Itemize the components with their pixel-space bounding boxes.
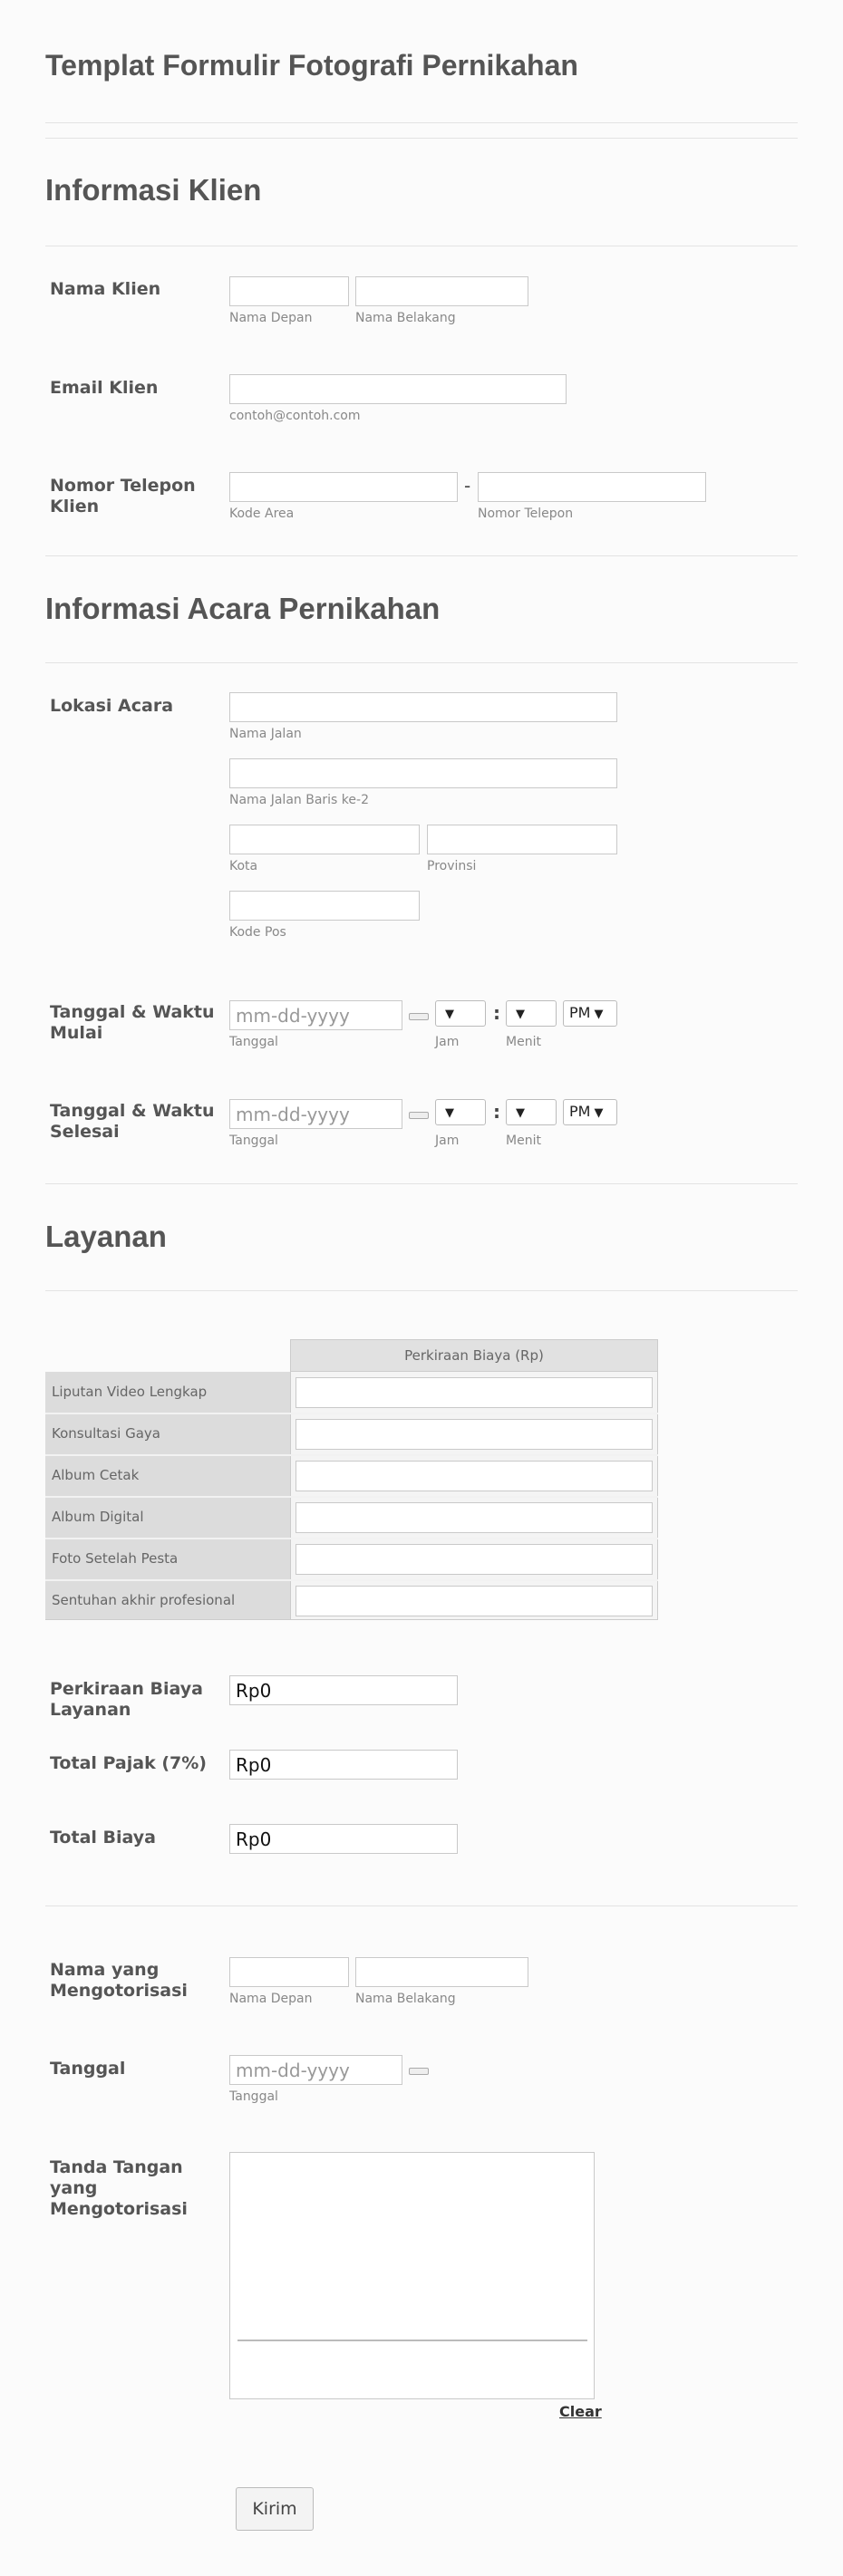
service-row-label: Sentuhan akhir profesional [52,1592,236,1608]
authorizer-first-name-sublabel: Nama Depan [229,1992,313,2006]
phone-area-code-input[interactable] [229,472,458,502]
row-separator [45,1579,658,1581]
client-name-label: Nama Klien [50,279,161,299]
service-row-label: Album Digital [52,1509,144,1525]
start-minute-select[interactable] [506,1000,557,1027]
street-address-sublabel: Nama Jalan [229,727,302,741]
province-sublabel: Provinsi [427,859,477,873]
client-email-input[interactable] [229,374,567,404]
chevron-down-icon: ▼ [516,1106,525,1120]
submit-button[interactable]: Kirim [236,2487,314,2531]
phone-number-sublabel: Nomor Telepon [478,507,574,521]
section-heading-services: Layanan [45,1220,167,1253]
row-separator [45,1454,658,1456]
service-row-label: Konsultasi Gaya [52,1425,160,1442]
street-address-line2-sublabel: Nama Jalan Baris ke-2 [229,793,369,807]
service-cost-input-after-party[interactable] [296,1544,653,1575]
service-cost-input-retouch[interactable] [296,1586,653,1616]
street-address-line2-input[interactable] [229,758,617,788]
phone-separator: - [464,475,471,497]
signature-label-line2: yang [50,2178,98,2198]
form-title: Templat Formulir Fotografi Pernikahan [45,49,578,82]
divider [45,138,798,139]
start-hour-sublabel: Jam [435,1035,460,1049]
authorizer-first-name-input[interactable] [229,1957,349,1987]
row-separator [45,1496,658,1498]
chevron-down-icon: ▼ [445,1106,454,1120]
phone-area-code-sublabel: Kode Area [229,507,295,521]
row-separator [45,1413,658,1414]
end-time-colon: : [493,1101,500,1123]
postal-code-input[interactable] [229,891,420,921]
divider [45,662,798,663]
service-row-label: Album Cetak [52,1467,140,1483]
end-ampm-select[interactable] [563,1099,617,1125]
tax-total-label: Total Pajak (7%) [50,1753,207,1773]
phone-number-input[interactable] [478,472,706,502]
estimated-cost-label-line2: Layanan [50,1700,131,1720]
start-calendar-icon[interactable] [409,1013,429,1020]
total-cost-label: Total Biaya [50,1828,156,1848]
province-input[interactable] [427,825,617,854]
end-date-input[interactable]: mm-dd-yyyy [229,1099,402,1129]
tax-total-field[interactable]: Rp0 [229,1750,458,1780]
end-hour-sublabel: Jam [435,1134,460,1148]
start-ampm-select[interactable] [563,1000,617,1027]
client-last-name-input[interactable] [355,276,528,306]
section-heading-event: Informasi Acara Pernikahan [45,592,441,625]
divider [45,1290,798,1291]
signature-label-line3: Mengotorisasi [50,2199,188,2219]
client-email-label: Email Klien [50,378,159,398]
start-time-colon: : [493,1002,500,1024]
client-email-sublabel: contoh@contoh.com [229,409,361,423]
start-datetime-label-line2: Mulai [50,1023,103,1043]
service-row-label: Liputan Video Lengkap [52,1384,208,1400]
auth-date-sublabel: Tanggal [229,2089,278,2104]
signature-clear-link[interactable]: Clear [559,2403,602,2420]
chevron-down-icon: ▼ [516,1008,525,1021]
start-ampm-value: PM [569,1004,591,1021]
client-last-name-sublabel: Nama Belakang [355,311,456,325]
end-ampm-value: PM [569,1103,591,1120]
auth-calendar-icon[interactable] [409,2068,429,2075]
services-table-header: Perkiraan Biaya (Rp) [290,1339,658,1372]
authorizer-last-name-sublabel: Nama Belakang [355,1992,456,2006]
chevron-down-icon: ▼ [594,1008,604,1021]
total-cost-field[interactable]: Rp0 [229,1824,458,1854]
estimated-cost-field[interactable]: Rp0 [229,1675,458,1705]
start-hour-select[interactable] [435,1000,486,1027]
city-input[interactable] [229,825,420,854]
signature-pad[interactable] [229,2152,595,2399]
signature-baseline [237,2340,587,2341]
authorizer-name-label-line2: Mengotorisasi [50,1981,188,2001]
chevron-down-icon: ▼ [445,1008,454,1021]
row-separator [45,1538,658,1539]
event-location-label: Lokasi Acara [50,696,174,716]
authorizer-last-name-input[interactable] [355,1957,528,1987]
end-minute-select[interactable] [506,1099,557,1125]
service-cost-input-print-album[interactable] [296,1461,653,1491]
end-datetime-label-line1: Tanggal & Waktu [50,1101,215,1121]
service-row-label: Foto Setelah Pesta [52,1550,179,1567]
client-first-name-input[interactable] [229,276,349,306]
service-cost-input-digital-album[interactable] [296,1502,653,1533]
end-datetime-label-line2: Selesai [50,1122,120,1142]
estimated-cost-label-line1: Perkiraan Biaya [50,1679,203,1699]
divider [45,555,798,556]
divider [45,1905,798,1906]
services-table-bottom-border [45,1619,658,1620]
end-date-sublabel: Tanggal [229,1134,278,1148]
service-cost-input-style[interactable] [296,1419,653,1450]
end-hour-select[interactable] [435,1099,486,1125]
client-phone-label-line1: Nomor Telepon [50,476,196,496]
chevron-down-icon: ▼ [594,1106,604,1120]
start-date-sublabel: Tanggal [229,1035,278,1049]
client-first-name-sublabel: Nama Depan [229,311,313,325]
authorizer-name-label-line1: Nama yang [50,1960,160,1980]
signature-label-line1: Tanda Tangan [50,2157,183,2177]
section-heading-client: Informasi Klien [45,173,262,207]
street-address-input[interactable] [229,692,617,722]
end-minute-sublabel: Menit [506,1134,541,1148]
divider [45,1183,798,1184]
end-calendar-icon[interactable] [409,1112,429,1119]
city-sublabel: Kota [229,859,258,873]
divider [45,122,798,123]
start-minute-sublabel: Menit [506,1035,541,1049]
postal-code-sublabel: Kode Pos [229,925,286,940]
auth-date-input[interactable]: mm-dd-yyyy [229,2055,402,2085]
start-date-input[interactable]: mm-dd-yyyy [229,1000,402,1030]
client-phone-label-line2: Klien [50,497,100,516]
service-cost-input-video[interactable] [296,1377,653,1408]
start-datetime-label-line1: Tanggal & Waktu [50,1002,215,1022]
auth-date-label: Tanggal [50,2059,126,2079]
